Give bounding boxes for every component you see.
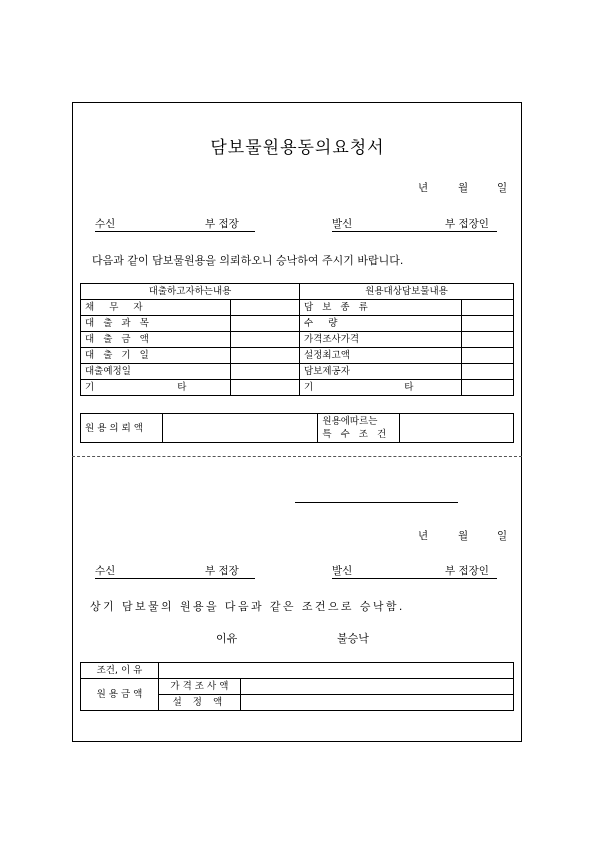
max-setting-label: 설정최고액	[300, 348, 462, 364]
request-amount-label: 원 용 의 뢰 액	[81, 414, 163, 443]
collateral-type-field[interactable]	[462, 300, 514, 316]
conditions-label: 조건, 이 유	[81, 663, 159, 679]
signature-line	[295, 502, 458, 503]
special-conditions-line1: 원용에따르는	[322, 416, 378, 427]
refusal-label: 불승낙	[337, 632, 369, 645]
reply-recipient-label: 수신	[95, 565, 116, 577]
collateral-provider-label: 담보제공자	[300, 364, 462, 380]
table-row	[81, 316, 514, 332]
scheduled-date-field[interactable]	[231, 364, 300, 380]
table-row	[81, 364, 514, 380]
table-row	[81, 300, 514, 316]
setting-amount-field[interactable]	[240, 695, 513, 711]
table-row	[81, 679, 514, 695]
reason-label: 이유	[216, 632, 238, 645]
special-conditions-label	[318, 414, 400, 443]
reply-sender-suffix: 부 접장인	[445, 565, 489, 577]
other-left-label: 기 타	[81, 380, 231, 396]
other-right-field[interactable]	[462, 380, 514, 396]
date-day: 일	[497, 182, 508, 194]
loan-due-field[interactable]	[231, 348, 300, 364]
loan-due-label: 대 출 기 일	[81, 348, 231, 364]
table-row	[81, 332, 514, 348]
price-survey-field[interactable]	[462, 332, 514, 348]
cut-line	[72, 456, 522, 457]
sender-suffix: 부 접장인	[445, 218, 489, 230]
sender-label: 발신	[332, 218, 353, 230]
sender-line	[332, 216, 497, 232]
table-row	[81, 663, 514, 679]
loan-details-table	[80, 283, 514, 396]
reply-date-month: 월	[458, 530, 469, 542]
loan-amount-field[interactable]	[231, 332, 300, 348]
loan-content-header: 대출하고자하는내용	[81, 284, 300, 300]
price-survey-amount-field[interactable]	[240, 679, 513, 695]
request-amount-table	[80, 413, 514, 443]
special-conditions-field[interactable]	[400, 414, 514, 443]
table-row	[81, 380, 514, 396]
debtor-field[interactable]	[231, 300, 300, 316]
recipient-suffix: 부 접장	[205, 218, 239, 230]
loan-subject-label: 대 출 과 목	[81, 316, 231, 332]
consent-text: 상기 담보물의 원용을 다음과 같은 조건으로 승낙함.	[90, 600, 405, 613]
loan-amount-label: 대 출 금 액	[81, 332, 231, 348]
approval-table	[80, 662, 514, 711]
collateral-provider-field[interactable]	[462, 364, 514, 380]
quantity-label: 수 량	[300, 316, 462, 332]
collateral-type-label: 담 보 종 류	[300, 300, 462, 316]
reply-date-year: 년	[418, 530, 429, 542]
date-month: 월	[458, 182, 469, 194]
other-left-field[interactable]	[231, 380, 300, 396]
reply-sender-label: 발신	[332, 565, 353, 577]
conditions-field[interactable]	[158, 663, 513, 679]
other-right-label: 기 타	[300, 380, 462, 396]
table-row	[81, 414, 514, 443]
table-row	[81, 348, 514, 364]
reply-recipient-line	[95, 563, 255, 579]
collateral-content-header: 원용대상담보물내용	[300, 284, 514, 300]
request-text: 다음과 같이 담보물원용을 의뢰하오니 승낙하여 주시기 바랍니다.	[92, 254, 404, 267]
scheduled-date-label: 대출예정일	[81, 364, 231, 380]
special-conditions-line2: 특 수 조 건	[322, 429, 390, 440]
reply-sender-line	[332, 563, 497, 579]
loan-subject-field[interactable]	[231, 316, 300, 332]
table-header-row	[81, 284, 514, 300]
date-year: 년	[418, 182, 429, 194]
document-title: 담보물원용동의요청서	[210, 138, 385, 158]
reply-recipient-suffix: 부 접장	[205, 565, 239, 577]
quantity-field[interactable]	[462, 316, 514, 332]
amount-label: 원 용 금 액	[81, 679, 159, 711]
request-amount-field[interactable]	[162, 414, 317, 443]
max-setting-field[interactable]	[462, 348, 514, 364]
price-survey-amount-label: 가 격 조 사 액	[158, 679, 240, 695]
price-survey-label: 가격조사가격	[300, 332, 462, 348]
reply-date-day: 일	[497, 530, 508, 542]
setting-amount-label: 설 정 액	[158, 695, 240, 711]
recipient-label: 수신	[95, 218, 116, 230]
recipient-line	[95, 216, 255, 232]
debtor-label: 채 무 자	[81, 300, 231, 316]
